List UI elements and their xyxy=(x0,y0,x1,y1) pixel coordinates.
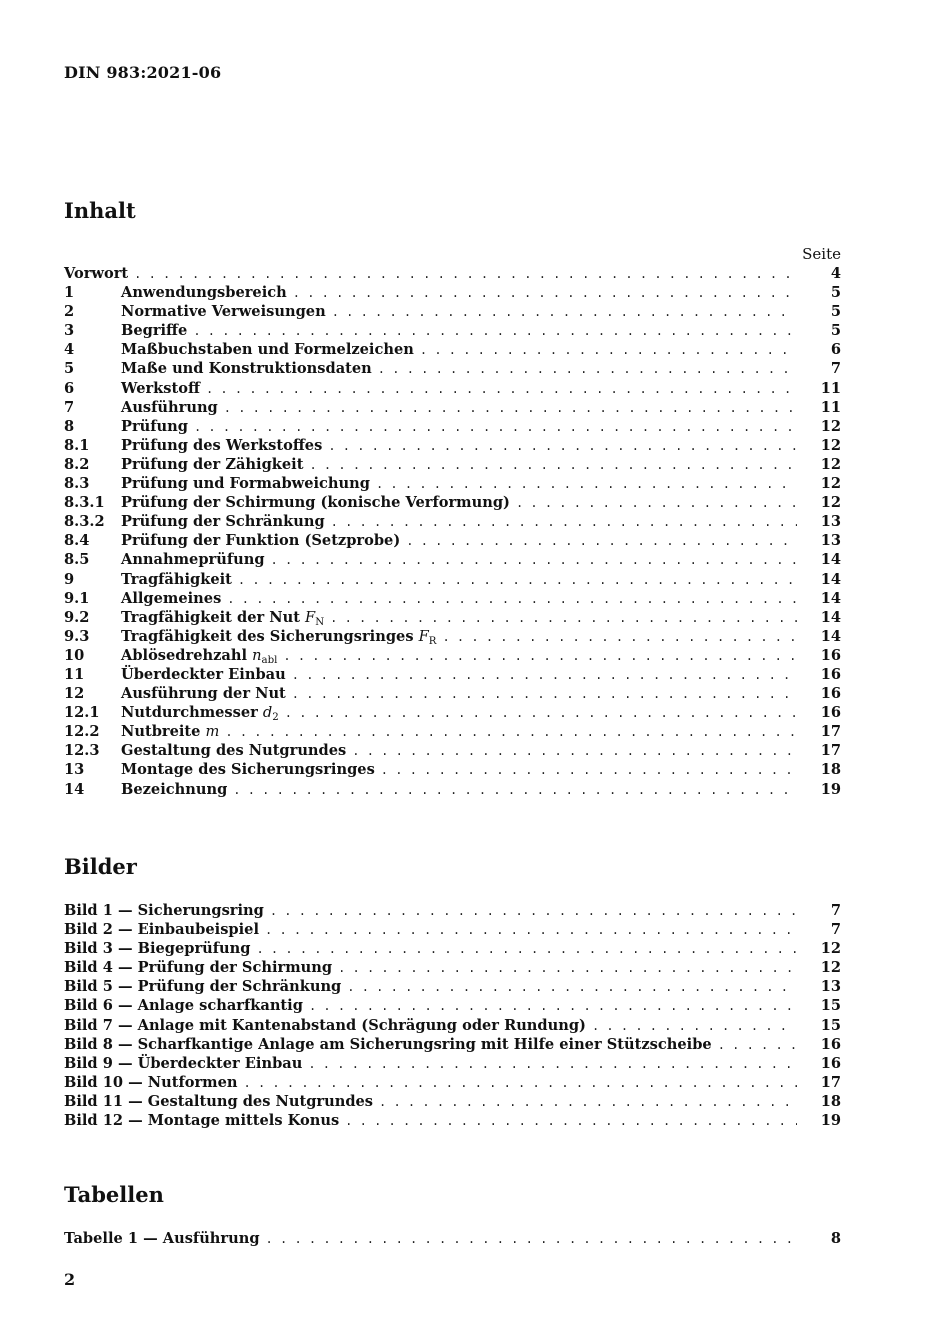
toc-entry[interactable] xyxy=(64,1229,841,1248)
toc-entry-page: 5 xyxy=(830,303,841,321)
dot-leader xyxy=(718,1036,797,1055)
dot-leader xyxy=(347,978,797,997)
tables-list xyxy=(64,1229,841,1248)
toc-entry-number: 11 xyxy=(64,665,85,683)
toc-entry[interactable] xyxy=(64,608,841,627)
tables-heading: Tabellen xyxy=(64,1182,164,1207)
toc-entry-title: Ausführung xyxy=(121,398,218,416)
dot-leader xyxy=(256,940,797,959)
toc-entry-title: Maßbuchstaben und Formelzeichen xyxy=(121,341,414,359)
toc-entry-page: 14 xyxy=(820,589,841,607)
toc-entry-title: Prüfung der Schränkung xyxy=(121,513,325,531)
toc-entry[interactable] xyxy=(64,780,841,799)
toc-entry-page: 16 xyxy=(820,685,841,703)
toc-entry-number: 8.4 xyxy=(64,532,90,550)
dot-leader xyxy=(406,532,797,551)
toc-entry-title: Annahmeprüfung xyxy=(121,551,265,569)
formula-subscript: 2 xyxy=(272,712,279,724)
dot-leader xyxy=(265,921,797,940)
dot-leader xyxy=(285,704,797,723)
dot-leader xyxy=(134,265,797,284)
toc-entry-title: Prüfung des Werkstoffes xyxy=(121,436,323,454)
toc-entry[interactable] xyxy=(64,977,841,996)
dot-leader xyxy=(376,475,797,494)
dot-leader xyxy=(206,380,797,399)
formula-symbol: F xyxy=(305,608,316,626)
toc-entry[interactable] xyxy=(64,722,841,741)
toc-entry[interactable] xyxy=(64,398,841,417)
figures-list xyxy=(64,901,841,1130)
dot-leader xyxy=(293,284,797,303)
toc-entry-title: Anwendungsbereich xyxy=(121,284,287,302)
toc-entry-number: 8.1 xyxy=(64,436,90,454)
toc-entry-page: 16 xyxy=(820,1054,841,1072)
toc-entry-number: 8 xyxy=(64,417,75,435)
toc-entry-page: 14 xyxy=(820,627,841,645)
dot-leader xyxy=(328,437,797,456)
formula-symbol: m xyxy=(205,723,220,741)
toc-entry-title: Werkstoff xyxy=(121,379,200,397)
toc-entry-page: 12 xyxy=(820,475,841,493)
toc-entry-page: 19 xyxy=(820,1112,841,1130)
toc-entry-number: 3 xyxy=(64,322,75,340)
toc-entry[interactable] xyxy=(64,1016,841,1035)
toc-entry-title: Tragfähigkeit des Sicherungsringes $F_R$ xyxy=(121,627,437,647)
dot-leader xyxy=(271,551,797,570)
toc-entry[interactable] xyxy=(64,958,841,977)
toc-entry[interactable] xyxy=(64,302,841,321)
toc-entry-title: Montage des Sicherungsringes xyxy=(121,761,375,779)
dot-leader xyxy=(283,647,797,666)
toc-entry[interactable] xyxy=(64,1035,841,1054)
toc-entry[interactable] xyxy=(64,340,841,359)
toc-entry[interactable] xyxy=(64,665,841,684)
toc-entry-page: 12 xyxy=(820,940,841,958)
toc-entry-page: 18 xyxy=(820,1092,841,1110)
formula-symbol: F xyxy=(418,627,429,645)
toc-entry-page: 15 xyxy=(820,1016,841,1034)
toc-entry-number: 12.3 xyxy=(64,742,100,760)
toc-entry-number: 2 xyxy=(64,303,75,321)
dot-leader xyxy=(338,959,797,978)
toc-entry-title: Bild 7 — Anlage mit Kantenabstand (Schrägung oder Rundung) xyxy=(64,1016,586,1034)
toc-entry-page: 16 xyxy=(820,646,841,664)
toc-entry[interactable] xyxy=(64,512,841,531)
formula-symbol: n xyxy=(252,646,262,664)
dot-leader xyxy=(227,590,797,609)
toc-entry-title: Begriffe xyxy=(121,322,188,340)
toc-entry-title: Prüfung der Zähigkeit xyxy=(121,455,304,473)
dot-leader xyxy=(224,399,797,418)
toc-entry-page: 12 xyxy=(820,494,841,512)
toc-entry[interactable] xyxy=(64,283,841,302)
dot-leader xyxy=(381,761,797,780)
toc-entry-title: Nutbreite m xyxy=(121,723,220,741)
toc-entry-title: Tabelle 1 — Ausführung xyxy=(64,1230,260,1247)
toc-entry-number: 13 xyxy=(64,761,85,779)
dot-leader xyxy=(331,513,797,532)
dot-leader xyxy=(244,1074,797,1093)
toc-entry[interactable] xyxy=(64,760,841,779)
toc-entry-page: 14 xyxy=(820,608,841,626)
toc-entry-title: Bild 4 — Prüfung der Schirmung xyxy=(64,959,333,977)
dot-leader xyxy=(194,418,797,437)
toc-entry-number: 9 xyxy=(64,570,75,588)
dot-leader xyxy=(332,303,797,322)
toc-entry[interactable] xyxy=(64,703,841,722)
toc-entry-number: 8.3.1 xyxy=(64,494,105,512)
toc-entry-number: 8.5 xyxy=(64,551,90,569)
contents-list xyxy=(64,245,841,799)
toc-entry-page: 8 xyxy=(830,1230,841,1247)
toc-entry-page: 16 xyxy=(820,704,841,722)
toc-entry-title: Bild 10 — Nutformen xyxy=(64,1073,238,1091)
toc-entry-title: Nutdurchmesser $d_2$ xyxy=(121,704,279,724)
toc-entry[interactable] xyxy=(64,474,841,493)
toc-entry-title: Prüfung xyxy=(121,417,188,435)
dot-leader xyxy=(345,1112,797,1131)
toc-entry-number: 12 xyxy=(64,685,85,703)
toc-entry-title: Bild 3 — Biegeprüfung xyxy=(64,940,251,958)
toc-entry-page: 7 xyxy=(830,360,841,378)
toc-entry-number: 14 xyxy=(64,780,85,798)
toc-entry-number: 6 xyxy=(64,379,75,397)
dot-leader xyxy=(308,1055,797,1074)
toc-entry[interactable] xyxy=(64,379,841,398)
dot-leader xyxy=(233,781,797,800)
toc-entry-page: 13 xyxy=(820,513,841,531)
dot-leader xyxy=(193,322,797,341)
contents-heading: Inhalt xyxy=(64,198,136,223)
dot-leader xyxy=(238,571,797,590)
toc-entry[interactable] xyxy=(64,531,841,550)
toc-entry-title: Gestaltung des Nutgrundes xyxy=(121,742,347,760)
formula-subscript: N xyxy=(315,616,325,628)
formula-subscript: R xyxy=(428,635,437,647)
toc-entry[interactable] xyxy=(64,996,841,1015)
toc-entry[interactable] xyxy=(64,1092,841,1111)
toc-entry-title: Bild 1 — Sicherungsring xyxy=(64,902,264,919)
formula-symbol: d xyxy=(262,704,273,722)
toc-entry[interactable] xyxy=(64,550,841,569)
toc-entry-page: 11 xyxy=(820,398,841,416)
toc-entry-page: 13 xyxy=(820,532,841,550)
toc-entry-title: Bild 5 — Prüfung der Schränkung xyxy=(64,978,342,996)
toc-entry-title: Maße und Konstruktionsdaten xyxy=(121,360,372,378)
document-id: DIN 983:2021-06 xyxy=(64,63,222,82)
toc-entry-number: 1 xyxy=(64,284,75,302)
toc-entry-number: 5 xyxy=(64,360,75,378)
toc-entry-page: 12 xyxy=(820,417,841,435)
toc-entry-title: Vorwort xyxy=(64,265,129,282)
toc-entry-title: Prüfung der Schirmung (konische Verformung) xyxy=(121,494,510,512)
toc-entry-title: Normative Verweisungen xyxy=(121,303,326,321)
dot-leader xyxy=(352,742,797,761)
formula-subscript: abl xyxy=(261,654,278,666)
toc-entry-number: 9.2 xyxy=(64,608,90,626)
dot-leader xyxy=(379,1093,797,1112)
toc-entry-number: 4 xyxy=(64,341,75,359)
toc-entry-page: 7 xyxy=(830,902,841,919)
toc-entry[interactable] xyxy=(64,321,841,340)
toc-entry-number: 9.1 xyxy=(64,589,90,607)
toc-entry[interactable] xyxy=(64,1073,841,1092)
toc-entry[interactable] xyxy=(64,646,841,665)
toc-entry[interactable] xyxy=(64,264,841,283)
toc-entry-page: 7 xyxy=(830,921,841,939)
toc-entry[interactable] xyxy=(64,493,841,512)
dot-leader xyxy=(225,723,797,742)
toc-entry[interactable] xyxy=(64,741,841,760)
dot-leader xyxy=(592,1017,797,1036)
toc-entry-number: 8.3 xyxy=(64,475,90,493)
toc-entry-page: 17 xyxy=(820,723,841,741)
toc-entry-title: Bild 11 — Gestaltung des Nutgrundes xyxy=(64,1092,374,1110)
toc-entry-page: 16 xyxy=(820,1035,841,1053)
toc-entry-title: Ablösedrehzahl $n_{abl}$ xyxy=(121,646,278,666)
toc-entry-title: Bild 8 — Scharfkantige Anlage am Sicherungsring mit Hilfe einer Stützscheibe xyxy=(64,1035,712,1053)
toc-entry-page: 13 xyxy=(820,978,841,996)
toc-entry-page: 5 xyxy=(830,284,841,302)
toc-entry-number: 12.2 xyxy=(64,723,100,741)
toc-entry-page: 17 xyxy=(820,742,841,760)
toc-entry[interactable] xyxy=(64,920,841,939)
toc-entry-number: 8.3.2 xyxy=(64,513,105,531)
toc-entry-title: Prüfung und Formabweichung xyxy=(121,475,370,493)
toc-entry-page: 12 xyxy=(820,436,841,454)
toc-entry[interactable] xyxy=(64,455,841,474)
toc-entry[interactable] xyxy=(64,570,841,589)
dot-leader xyxy=(442,628,797,647)
toc-entry-page: 11 xyxy=(820,379,841,397)
toc-entry[interactable] xyxy=(64,627,841,646)
toc-entry-title: Tragfähigkeit xyxy=(121,570,232,588)
toc-entry-page: 16 xyxy=(820,665,841,683)
toc-entry[interactable] xyxy=(64,939,841,958)
toc-entry-page: 12 xyxy=(820,959,841,977)
toc-entry[interactable] xyxy=(64,589,841,608)
dot-leader xyxy=(309,456,797,475)
toc-entry-page: 19 xyxy=(820,780,841,798)
seite-label: Seite xyxy=(802,245,841,263)
toc-entry-number: 8.2 xyxy=(64,455,90,473)
toc-entry-title: Bild 6 — Anlage scharfkantig xyxy=(64,997,303,1015)
toc-entry-title: Bild 9 — Überdeckter Einbau xyxy=(64,1054,303,1072)
toc-entry[interactable] xyxy=(64,436,841,455)
toc-entry-page: 14 xyxy=(820,551,841,569)
toc-entry-title: Bezeichnung xyxy=(121,780,228,798)
dot-leader xyxy=(330,609,797,628)
dot-leader xyxy=(266,1230,797,1249)
toc-entry-title: Bild 2 — Einbaubeispiel xyxy=(64,921,259,939)
toc-entry-title: Ausführung der Nut xyxy=(121,685,286,703)
toc-entry-page: 14 xyxy=(820,570,841,588)
toc-entry-page: 15 xyxy=(820,997,841,1015)
toc-entry[interactable] xyxy=(64,684,841,703)
toc-entry-page: 5 xyxy=(830,322,841,340)
toc-entry-number: 10 xyxy=(64,646,85,664)
toc-entry-title: Allgemeines xyxy=(121,589,222,607)
toc-entry-title: Bild 12 — Montage mittels Konus xyxy=(64,1112,340,1130)
dot-leader xyxy=(378,360,797,379)
toc-entry[interactable] xyxy=(64,417,841,436)
toc-entry-page: 4 xyxy=(830,265,841,282)
toc-entry-page: 17 xyxy=(820,1073,841,1091)
toc-entry-number: 7 xyxy=(64,398,75,416)
toc-entry-title: Überdeckter Einbau xyxy=(121,665,286,683)
toc-entry-page: 18 xyxy=(820,761,841,779)
figures-heading: Bilder xyxy=(64,854,137,879)
toc-entry-number: 12.1 xyxy=(64,704,100,722)
toc-entry[interactable] xyxy=(64,1111,841,1130)
dot-leader xyxy=(292,685,797,704)
toc-entry-title: Prüfung der Funktion (Setzprobe) xyxy=(121,532,401,550)
toc-entry-number: 9.3 xyxy=(64,627,90,645)
dot-leader xyxy=(292,666,797,685)
page-number: 2 xyxy=(64,1270,76,1289)
dot-leader xyxy=(270,902,797,921)
toc-entry[interactable] xyxy=(64,359,841,378)
toc-entry-page: 12 xyxy=(820,455,841,473)
toc-entry-title: Tragfähigkeit der Nut $F_N$ xyxy=(121,608,325,628)
toc-entry[interactable] xyxy=(64,901,841,920)
dot-leader xyxy=(309,997,797,1016)
toc-entry[interactable] xyxy=(64,1054,841,1073)
dot-leader xyxy=(516,494,797,513)
dot-leader xyxy=(420,341,797,360)
toc-entry-page: 6 xyxy=(830,341,841,359)
